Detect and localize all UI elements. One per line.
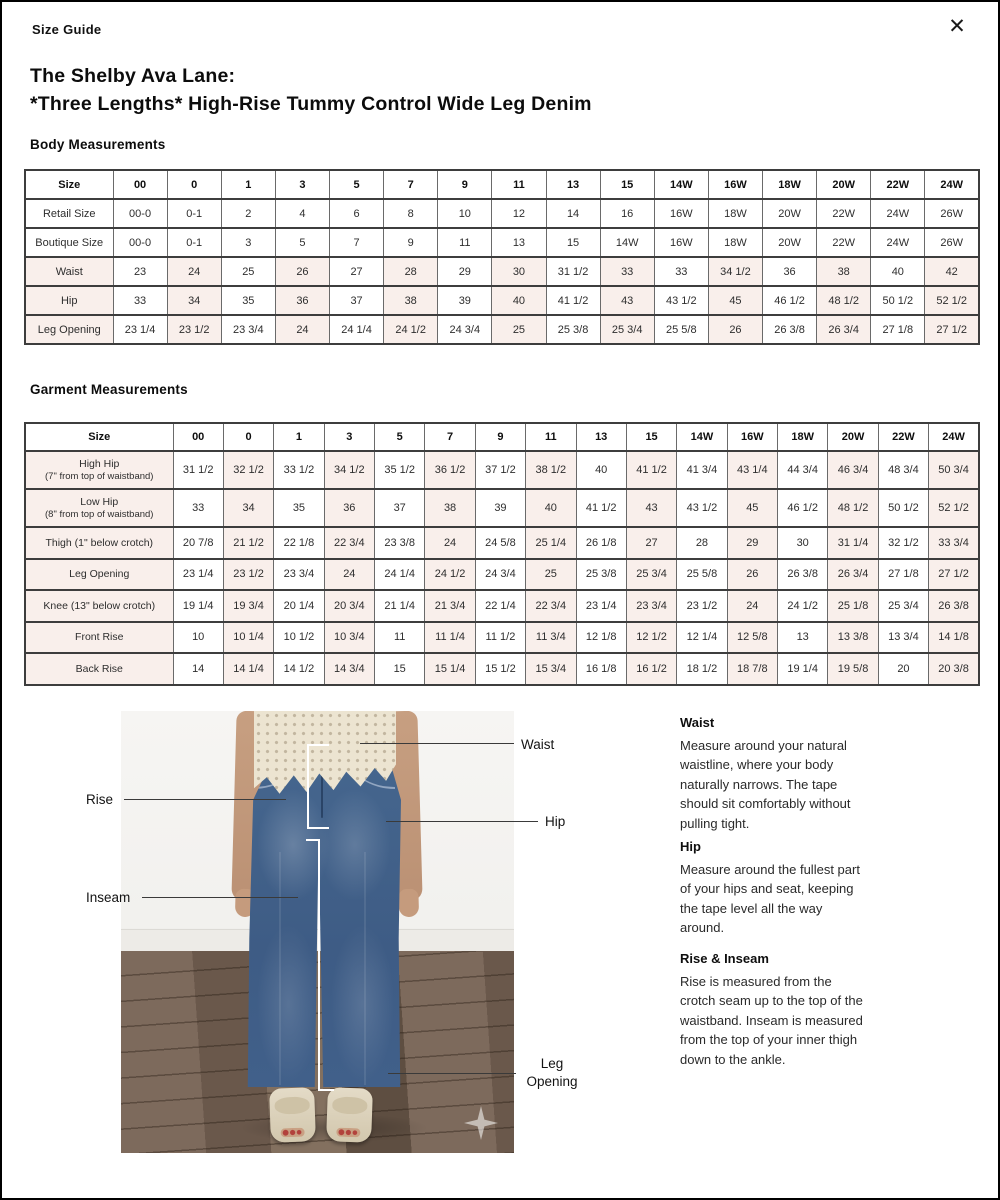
jeans-left-leg-seam (279, 852, 281, 1085)
table-cell: 24 1/2 (778, 590, 828, 622)
table-cell: 8 (384, 199, 438, 228)
waist-description-text: Measure around your natural waistline, where your body naturally narrows. The tape should sit comfortably without pulling tight. (680, 737, 851, 831)
table-cell: 15 (546, 228, 600, 257)
table-cell: 52 1/2 (929, 489, 979, 527)
hip-callout-line (386, 821, 538, 822)
garment-measurements-table (24, 422, 980, 686)
table-cell: 40 (576, 451, 626, 489)
table-cell: 31 1/2 (546, 257, 600, 286)
row-label: Thigh (1" below crotch) (25, 527, 173, 559)
table-cell: 26 1/8 (576, 527, 626, 559)
table-cell: 30 (492, 257, 546, 286)
row-label: Leg Opening (25, 315, 113, 344)
hip-callout-label: Hip (545, 814, 566, 829)
table-cell: 25 3/8 (546, 315, 600, 344)
column-header: 14W (654, 170, 708, 199)
inseam-callout-line (142, 897, 298, 898)
table-cell: 31 1/4 (828, 527, 878, 559)
table-cell: 13 3/8 (828, 622, 878, 654)
table-cell: 23 3/4 (274, 559, 324, 591)
column-header: 18W (763, 170, 817, 199)
table-cell: 16W (654, 199, 708, 228)
table-cell: 24 1/4 (375, 559, 425, 591)
table-cell: 9 (384, 228, 438, 257)
table-cell: 38 (384, 286, 438, 315)
rise-inseam-description-heading: Rise & Inseam (680, 951, 769, 966)
table-cell: 13 3/4 (878, 622, 928, 654)
table-cell: 14 (173, 653, 223, 685)
table-cell: 3 (221, 228, 275, 257)
table-cell: 12 1/4 (677, 622, 727, 654)
table-cell: 36 (324, 489, 374, 527)
table-cell: 38 (425, 489, 475, 527)
column-header: 0 (223, 423, 273, 451)
table-cell: 27 1/2 (929, 559, 979, 591)
table-cell: 26 3/4 (817, 315, 871, 344)
column-header: 3 (324, 423, 374, 451)
table-row (25, 315, 979, 344)
column-header: 13 (576, 423, 626, 451)
table-cell: 42 (925, 257, 979, 286)
table-row (25, 653, 979, 685)
table-cell: 23 1/2 (223, 559, 273, 591)
table-cell: 23 (113, 257, 167, 286)
table-cell: 26 3/8 (763, 315, 817, 344)
table-cell: 18 1/2 (677, 653, 727, 685)
close-icon[interactable]: ✕ (942, 12, 972, 42)
table-cell: 27 1/8 (878, 559, 928, 591)
hip-description-heading: Hip (680, 839, 701, 854)
body-measurements-table (24, 169, 980, 345)
table-cell: 15 (375, 653, 425, 685)
row-label: Front Rise (25, 622, 173, 654)
table-cell: 35 (274, 489, 324, 527)
inseam-callout-label: Inseam (86, 890, 131, 905)
table-cell: 22W (817, 199, 871, 228)
table-cell: 25 5/8 (654, 315, 708, 344)
table-cell: 23 1/2 (167, 315, 221, 344)
table-cell: 25 3/4 (626, 559, 676, 591)
wide-leg-jeans (247, 741, 401, 1087)
hip-description (680, 837, 868, 938)
table-cell: 16 1/2 (626, 653, 676, 685)
table-cell: 20 1/4 (274, 590, 324, 622)
row-label: Low Hip (8" from top of waistband) (25, 489, 173, 527)
table-cell: 34 1/2 (708, 257, 762, 286)
table-cell: 21 3/4 (425, 590, 475, 622)
table-cell: 4 (275, 199, 329, 228)
table-row (25, 590, 979, 622)
column-header: 9 (475, 423, 525, 451)
table-cell: 27 (330, 257, 384, 286)
table-cell: 52 1/2 (925, 286, 979, 315)
table-cell: 43 1/2 (654, 286, 708, 315)
table-cell: 18 7/8 (727, 653, 777, 685)
column-header: 11 (526, 423, 576, 451)
table-cell: 48 3/4 (878, 451, 928, 489)
table-cell: 48 1/2 (828, 489, 878, 527)
table-cell: 33 (600, 257, 654, 286)
table-cell: 27 1/2 (925, 315, 979, 344)
table-row (25, 622, 979, 654)
table-header-row (25, 423, 979, 451)
table-cell: 34 (167, 286, 221, 315)
table-cell: 37 (375, 489, 425, 527)
table-cell: 16W (654, 228, 708, 257)
table-cell: 41 1/2 (546, 286, 600, 315)
table-cell: 25 3/4 (878, 590, 928, 622)
table-cell: 43 1/2 (677, 489, 727, 527)
table-cell: 37 1/2 (475, 451, 525, 489)
column-header: 14W (677, 423, 727, 451)
column-header: 5 (375, 423, 425, 451)
table-cell: 23 1/4 (576, 590, 626, 622)
column-header: 22W (878, 423, 928, 451)
table-cell: 6 (330, 199, 384, 228)
row-label: Retail Size (25, 199, 113, 228)
column-header: 22W (871, 170, 925, 199)
table-cell: 14 1/8 (929, 622, 979, 654)
table-cell: 38 (817, 257, 871, 286)
table-cell: 25 (526, 559, 576, 591)
table-cell: 7 (330, 228, 384, 257)
table-header-row (25, 170, 979, 199)
model-left-shoe (269, 1087, 316, 1143)
waist-callout-label: Waist (521, 737, 555, 752)
table-cell: 36 1/2 (425, 451, 475, 489)
table-cell: 33 (173, 489, 223, 527)
table-cell: 22 1/4 (475, 590, 525, 622)
table-cell: 26 (275, 257, 329, 286)
table-cell: 25 3/4 (600, 315, 654, 344)
table-cell: 21 1/2 (223, 527, 273, 559)
garment-measurements-heading: Garment Measurements (30, 382, 188, 397)
waist-description (680, 713, 868, 833)
table-cell: 15 1/4 (425, 653, 475, 685)
table-cell: 50 3/4 (929, 451, 979, 489)
table-cell: 41 1/2 (626, 451, 676, 489)
table-cell: 23 1/4 (173, 559, 223, 591)
table-cell: 5 (275, 228, 329, 257)
table-cell: 28 (384, 257, 438, 286)
column-header: 0 (167, 170, 221, 199)
table-cell: 30 (778, 527, 828, 559)
rise-callout-line (124, 799, 286, 800)
table-cell: 32 1/2 (223, 451, 273, 489)
table-cell: 2 (221, 199, 275, 228)
table-cell: 25 (492, 315, 546, 344)
table-cell: 33 (654, 257, 708, 286)
table-cell: 44 3/4 (778, 451, 828, 489)
table-row (25, 559, 979, 591)
table-cell: 20 (878, 653, 928, 685)
table-cell: 24W (871, 199, 925, 228)
row-label: Back Rise (25, 653, 173, 685)
table-cell: 46 3/4 (828, 451, 878, 489)
table-cell: 31 1/2 (173, 451, 223, 489)
row-label: High Hip (7" from top of waistband) (25, 451, 173, 489)
table-cell: 22 3/4 (324, 527, 374, 559)
table-cell: 26W (925, 199, 979, 228)
column-header: Size (25, 170, 113, 199)
table-row (25, 257, 979, 286)
table-cell: 11 3/4 (526, 622, 576, 654)
table-cell: 39 (475, 489, 525, 527)
table-cell: 14W (600, 228, 654, 257)
table-cell: 40 (526, 489, 576, 527)
table-cell: 41 3/4 (677, 451, 727, 489)
model-photo (121, 711, 514, 1153)
product-title-line1: The Shelby Ava Lane: (30, 65, 236, 87)
table-cell: 20W (763, 199, 817, 228)
column-header: 16W (708, 170, 762, 199)
table-cell: 27 (626, 527, 676, 559)
table-cell: 21 1/4 (375, 590, 425, 622)
column-header: 20W (817, 170, 871, 199)
table-cell: 23 3/4 (221, 315, 275, 344)
table-cell: 34 1/2 (324, 451, 374, 489)
table-cell: 29 (438, 257, 492, 286)
table-cell: 27 1/8 (871, 315, 925, 344)
rise-measure-line (307, 744, 309, 829)
column-header: 5 (330, 170, 384, 199)
table-cell: 50 1/2 (878, 489, 928, 527)
table-cell: 26W (925, 228, 979, 257)
column-header: 13 (546, 170, 600, 199)
table-row (25, 286, 979, 315)
table-cell: 15 3/4 (526, 653, 576, 685)
table-cell: 26 3/8 (778, 559, 828, 591)
table-cell: 23 1/2 (677, 590, 727, 622)
table-cell: 40 (871, 257, 925, 286)
table-cell: 14 1/4 (223, 653, 273, 685)
row-label: Hip (25, 286, 113, 315)
table-cell: 25 1/8 (828, 590, 878, 622)
table-row (25, 451, 979, 489)
table-cell: 13 (778, 622, 828, 654)
waist-description-heading: Waist (680, 715, 715, 730)
column-header: 00 (113, 170, 167, 199)
table-cell: 26 3/8 (929, 590, 979, 622)
table-cell: 24 (275, 315, 329, 344)
table-cell: 39 (438, 286, 492, 315)
table-cell: 14 1/2 (274, 653, 324, 685)
table-cell: 22 3/4 (526, 590, 576, 622)
table-cell: 45 (727, 489, 777, 527)
column-header: 24W (925, 170, 979, 199)
table-cell: 23 1/4 (113, 315, 167, 344)
table-cell: 11 (438, 228, 492, 257)
body-measurements-heading: Body Measurements (30, 137, 166, 152)
table-cell: 24 1/2 (384, 315, 438, 344)
column-header: 1 (221, 170, 275, 199)
inseam-measure-line (318, 839, 320, 1091)
column-header: 20W (828, 423, 878, 451)
table-cell: 16 1/8 (576, 653, 626, 685)
table-cell: 24 (324, 559, 374, 591)
product-title (30, 62, 592, 119)
table-cell: 24W (871, 228, 925, 257)
table-cell: 25 5/8 (677, 559, 727, 591)
column-header: 11 (492, 170, 546, 199)
table-cell: 37 (330, 286, 384, 315)
column-header: 24W (929, 423, 979, 451)
table-cell: 32 1/2 (878, 527, 928, 559)
table-cell: 10 3/4 (324, 622, 374, 654)
model-right-shoe (326, 1087, 373, 1143)
table-cell: 33 (113, 286, 167, 315)
table-cell: 34 (223, 489, 273, 527)
table-cell: 24 (167, 257, 221, 286)
table-cell: 12 1/8 (576, 622, 626, 654)
table-cell: 20 7/8 (173, 527, 223, 559)
table-cell: 12 (492, 199, 546, 228)
table-cell: 46 1/2 (778, 489, 828, 527)
column-header: 7 (384, 170, 438, 199)
rise-inseam-description (680, 949, 868, 1069)
table-cell: 43 1/4 (727, 451, 777, 489)
table-cell: 43 (626, 489, 676, 527)
table-cell: 23 3/4 (626, 590, 676, 622)
table-cell: 24 3/4 (475, 559, 525, 591)
leg-opening-callout-line (388, 1073, 516, 1074)
table-cell: 10 (173, 622, 223, 654)
table-row (25, 199, 979, 228)
table-cell: 19 3/4 (223, 590, 273, 622)
table-cell: 28 (677, 527, 727, 559)
table-cell: 20 3/4 (324, 590, 374, 622)
table-cell: 24 1/2 (425, 559, 475, 591)
table-cell: 40 (492, 286, 546, 315)
table-cell: 43 (600, 286, 654, 315)
product-title-line2: *Three Lengths* High-Rise Tummy Control Wide Leg Denim (30, 93, 592, 116)
row-label: Waist (25, 257, 113, 286)
rise-inseam-description-text: Rise is measured from the crotch seam up to the top of the waistband. Inseam is measured from the top of your inner thigh down to the ankle. (680, 973, 863, 1067)
table-cell: 46 1/2 (763, 286, 817, 315)
table-cell: 35 1/2 (375, 451, 425, 489)
column-header: 3 (275, 170, 329, 199)
hip-description-text: Measure around the fullest part of your hips and seat, keeping the tape level all the way around. (680, 861, 860, 935)
leg-opening-callout-label: Leg Opening (526, 1056, 578, 1090)
table-cell: 15 1/2 (475, 653, 525, 685)
table-cell: 19 1/4 (778, 653, 828, 685)
table-cell: 11 1/2 (475, 622, 525, 654)
table-cell: 45 (708, 286, 762, 315)
table-cell: 24 (727, 590, 777, 622)
column-header: 1 (274, 423, 324, 451)
table-row (25, 489, 979, 527)
table-cell: 25 1/4 (526, 527, 576, 559)
table-cell: 41 1/2 (576, 489, 626, 527)
table-cell: 0-1 (167, 199, 221, 228)
row-label: Boutique Size (25, 228, 113, 257)
table-cell: 24 (425, 527, 475, 559)
table-cell: 33 1/2 (274, 451, 324, 489)
table-cell: 24 1/4 (330, 315, 384, 344)
table-cell: 36 (763, 257, 817, 286)
table-cell: 10 1/2 (274, 622, 324, 654)
jeans-right-leg-seam (364, 852, 366, 1085)
table-cell: 36 (275, 286, 329, 315)
table-cell: 0-1 (167, 228, 221, 257)
rise-callout-label: Rise (86, 792, 114, 807)
table-cell: 23 3/8 (375, 527, 425, 559)
column-header: 7 (425, 423, 475, 451)
column-header: 15 (626, 423, 676, 451)
table-cell: 38 1/2 (526, 451, 576, 489)
table-cell: 22 1/8 (274, 527, 324, 559)
waist-callout-line (360, 743, 514, 744)
column-header: 00 (173, 423, 223, 451)
column-header: 9 (438, 170, 492, 199)
table-cell: 10 1/4 (223, 622, 273, 654)
table-cell: 20W (763, 228, 817, 257)
table-cell: 29 (727, 527, 777, 559)
table-cell: 26 3/4 (828, 559, 878, 591)
table-cell: 18W (708, 228, 762, 257)
table-row (25, 228, 979, 257)
table-cell: 10 (438, 199, 492, 228)
table-cell: 00-0 (113, 199, 167, 228)
table-cell: 12 1/2 (626, 622, 676, 654)
column-header: 18W (778, 423, 828, 451)
table-cell: 24 5/8 (475, 527, 525, 559)
table-cell: 25 (221, 257, 275, 286)
table-row (25, 527, 979, 559)
table-cell: 50 1/2 (871, 286, 925, 315)
table-cell: 14 (546, 199, 600, 228)
row-label: Leg Opening (25, 559, 173, 591)
table-cell: 11 1/4 (425, 622, 475, 654)
table-cell: 13 (492, 228, 546, 257)
table-cell: 16 (600, 199, 654, 228)
table-cell: 19 5/8 (828, 653, 878, 685)
table-cell: 14 3/4 (324, 653, 374, 685)
table-cell: 35 (221, 286, 275, 315)
table-cell: 33 3/4 (929, 527, 979, 559)
table-cell: 12 5/8 (727, 622, 777, 654)
table-cell: 24 3/4 (438, 315, 492, 344)
table-cell: 20 3/8 (929, 653, 979, 685)
table-cell: 26 (727, 559, 777, 591)
column-header: 15 (600, 170, 654, 199)
measurement-diagram (2, 702, 1000, 1182)
table-cell: 00-0 (113, 228, 167, 257)
table-cell: 25 3/8 (576, 559, 626, 591)
column-header: 16W (727, 423, 777, 451)
row-label: Knee (13" below crotch) (25, 590, 173, 622)
table-cell: 11 (375, 622, 425, 654)
table-cell: 48 1/2 (817, 286, 871, 315)
table-cell: 22W (817, 228, 871, 257)
column-header: Size (25, 423, 173, 451)
table-cell: 19 1/4 (173, 590, 223, 622)
modal-title: Size Guide (32, 22, 102, 37)
table-cell: 18W (708, 199, 762, 228)
table-cell: 26 (708, 315, 762, 344)
